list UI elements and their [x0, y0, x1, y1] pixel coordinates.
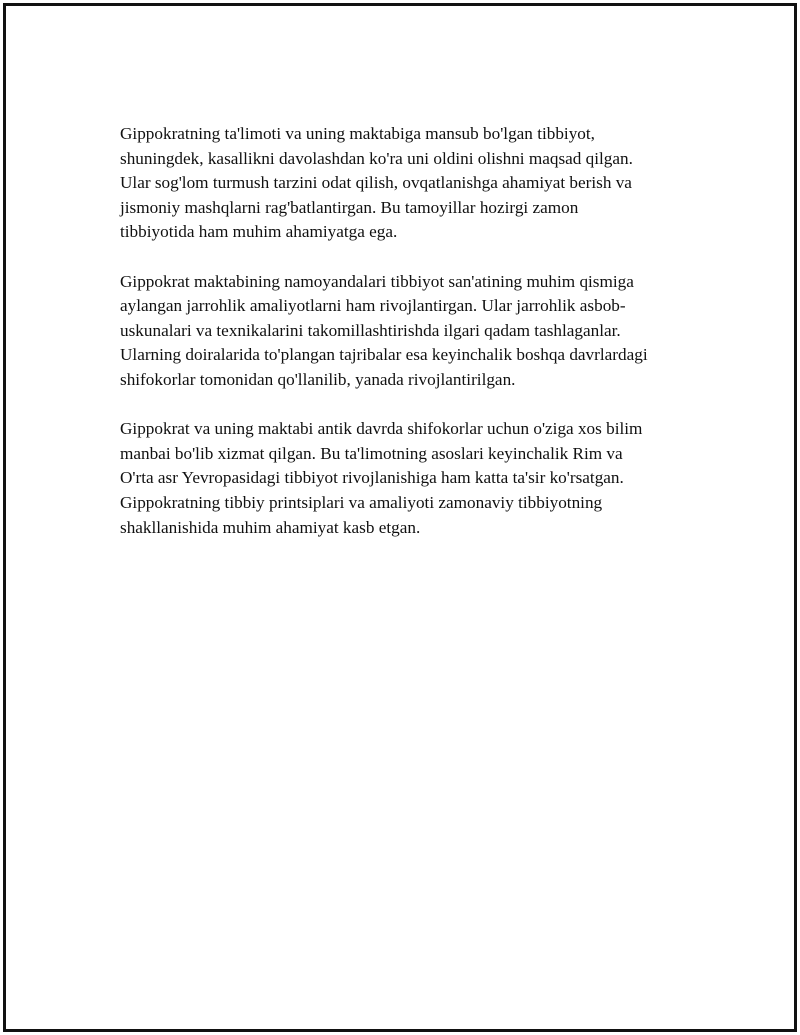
text-line: Gippokrat va uning maktabi antik davrda shifokorlar uchun o'ziga xos bilim — [120, 419, 643, 439]
document-page — [3, 3, 797, 1032]
text-line: Gippokratning tibbiy printsiplari va amaliyoti zamonaviy tibbiyotning — [120, 492, 603, 512]
text-line: shuningdek, kasallikni davolashdan ko'ra uni oldini olishni maqsad qilgan. — [120, 148, 633, 168]
text-line: O'rta asr Yevropasidagi tibbiyot rivojlanishiga ham katta ta'sir ko'rsatgan. — [120, 468, 624, 488]
text-line: Ularning doiralarida to'plangan tajribalar esa keyinchalik boshqa davrlardagi — [120, 345, 648, 365]
text-line: aylangan jarrohlik amaliyotlarni ham rivojlantirgan. Ular jarrohlik asbob- — [120, 296, 626, 316]
paragraph-2 — [120, 270, 710, 393]
document-body — [120, 122, 710, 565]
paragraph-1 — [120, 122, 710, 245]
text-line: shakllanishida muhim ahamiyat kasb etgan. — [120, 517, 421, 537]
text-line: tibbiyotida ham muhim ahamiyatga ega. — [120, 222, 398, 242]
text-line: uskunalari va texnikalarini takomillashtirishda ilgari qadam tashlaganlar. — [120, 320, 621, 340]
text-line: Gippokratning ta'limoti va uning maktabiga mansub bo'lgan tibbiyot, — [120, 124, 595, 143]
text-line: jismoniy mashqlarni rag'batlantirgan. Bu tamoyillar hozirgi zamon — [120, 197, 579, 217]
paragraph-3 — [120, 417, 710, 540]
text-line: Ular sog'lom turmush tarzini odat qilish, ovqatlanishga ahamiyat berish va — [120, 173, 632, 193]
text-line: manbai bo'lib xizmat qilgan. Bu ta'limotning asoslari keyinchalik Rim va — [120, 443, 623, 463]
text-line: Gippokrat maktabining namoyandalari tibbiyot san'atining muhim qismiga — [120, 271, 634, 291]
text-line: shifokorlar tomonidan qo'llanilib, yanada rivojlantirilgan. — [120, 369, 516, 389]
